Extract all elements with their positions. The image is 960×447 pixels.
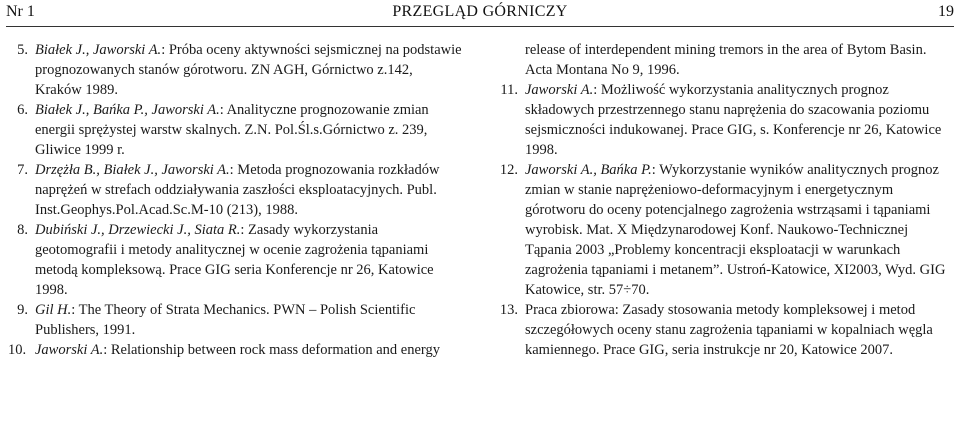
reference-authors: Dubiński J., Drzewiecki J., Siata R.: [35, 222, 241, 238]
page-header: [6, 0, 954, 24]
reference-number: 9.: [17, 302, 28, 318]
reference-text: : Próba oceny aktywności sejsmicznej na podstawie prognozowanych stanów górotworu. ZN AGH, Górnictwo z.142, Kraków 1989.: [35, 42, 462, 98]
reference-item: [494, 300, 956, 360]
reference-text: : Relationship between rock mass deformation and energy: [103, 342, 440, 358]
reference-number: 11.: [500, 82, 518, 98]
reference-item: [494, 160, 956, 300]
journal-issue: Nr 1: [6, 3, 35, 20]
reference-item: [494, 80, 956, 160]
reference-number: 12.: [499, 162, 518, 178]
journal-title: PRZEGLĄD GÓRNICZY: [392, 3, 568, 20]
reference-text: : Wykorzystanie wyników analitycznych prognoz zmian w stanie naprężeniowo-deformacyjnym i energetycznym górotworu do oceny potencjalnego zagrożenia wstrząsami i tąpaniami wyrobisk. Mat. X Międzynarodowej Konf. Naukowo-Technicznej Tąpania 2003 „Problemy koncentracji eksploatacji w warunkach zagrożenia tąpaniami i metanem”. Ustroń-Katowice, XI2003, Wyd. GIG Katowice, str. 57÷70.: [525, 162, 946, 298]
left-column: [4, 40, 462, 360]
reference-number: 5.: [17, 42, 28, 58]
reference-item: [4, 160, 462, 220]
reference-number: 8.: [17, 222, 28, 238]
reference-number: 10.: [8, 342, 27, 358]
reference-text: : Metoda prognozowania rozkładów naprężeń w strefach oddziaływania zaszłości eksploatacyjnych. Publ. Inst.Geophys.Pol.Acad.Sc.M-10 (213), 1988.: [35, 162, 440, 218]
reference-authors: Jaworski A., Bańka P.: [525, 162, 652, 178]
reference-authors: Jaworski A.: [35, 342, 104, 358]
reference-authors: Gil H.: [35, 302, 72, 318]
header-rule: [6, 26, 954, 27]
reference-item: [4, 100, 462, 160]
reference-item: [4, 40, 462, 100]
reference-text: : Możliwość wykorzystania analitycznych prognoz składowych przestrzennego stanu naprężenia do szacowania poziomu sejsmiczności indukowanej. Prace GIG, s. Konferencje nr 26, Katowice 1998.: [525, 82, 942, 158]
reference-item: [4, 300, 462, 340]
reference-item: [4, 340, 462, 360]
reference-authors: Jaworski A.: [525, 82, 594, 98]
reference-number: 7.: [17, 162, 28, 178]
page-number: 19: [938, 3, 954, 20]
reference-authors: Drzężła B., Białek J., Jaworski A.: [35, 162, 230, 178]
reference-number: 13.: [499, 302, 518, 318]
right-column: [494, 40, 956, 360]
reference-number: 6.: [17, 102, 28, 118]
reference-item: [4, 220, 462, 300]
reference-text: Praca zbiorowa: Zasady stosowania metody kompleksowej i metod szczegółowych oceny stanu zagrożenia tąpaniami w kopalniach węgla kamiennego. Prace GIG, seria instrukcje nr 20, Katowice 2007.: [525, 302, 933, 358]
reference-text: : Analityczne prognozowanie zmian energii sprężystej warstw skalnych. Z.N. Pol.Śl.s.Górnictwo z. 239, Gliwice 1999 r.: [35, 102, 429, 158]
reference-text: : The Theory of Strata Mechanics. PWN – Polish Scientific Publishers, 1991.: [35, 302, 416, 338]
reference-authors: Białek J., Bańka P., Jaworski A.: [35, 102, 220, 118]
reference-text: : Zasady wykorzystania geotomografii i metody analitycznej w ocenie zagrożenia tąpaniami metodą kompleksową. Prace GIG seria Konferencje nr 26, Katowice 1998.: [35, 222, 434, 298]
reference-authors: Białek J., Jaworski A.: [35, 42, 162, 58]
reference-continuation: release of interdependent mining tremors in the area of Bytom Basin. Acta Montana No 9, 1996.: [525, 42, 927, 78]
